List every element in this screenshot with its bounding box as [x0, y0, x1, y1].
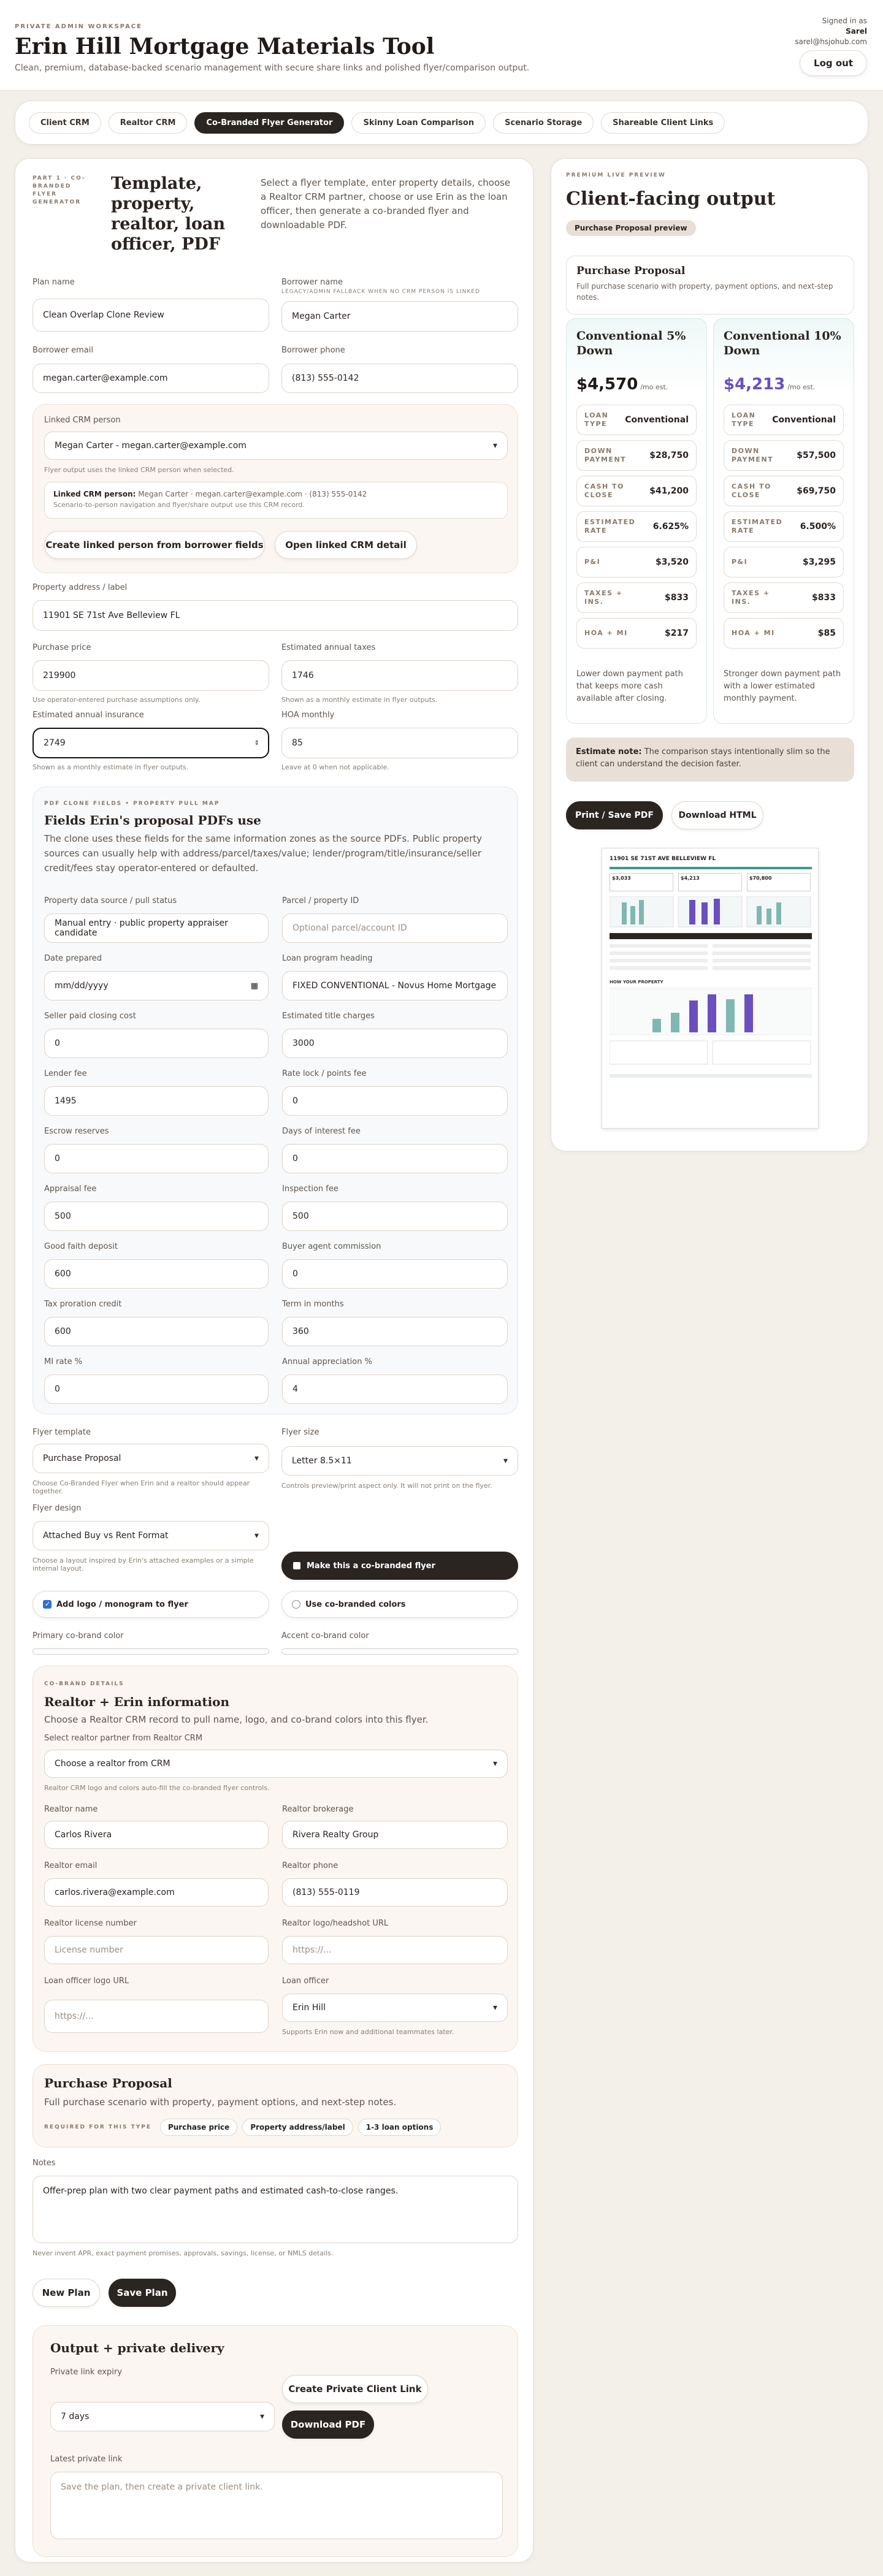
option-detail-key: CASH TO CLOSE — [732, 482, 771, 499]
option-payment-value: $4,213 — [724, 375, 786, 394]
radio-unchecked-icon — [292, 1600, 300, 1609]
option-title: Conventional 5% Down — [576, 329, 686, 357]
clone-field-input[interactable] — [44, 971, 269, 1000]
logout-button[interactable]: Log out — [800, 50, 867, 76]
clone-eyebrow: PDF CLONE FIELDS • PROPERTY PULL MAP — [44, 801, 220, 807]
clone-field-label: Days of interest fee — [282, 1127, 361, 1136]
tab-shareable-client-links[interactable]: Shareable Client Links — [601, 112, 725, 134]
option-detail-row — [724, 440, 844, 471]
intro-title: Template, property, realtor, loan officer, PDF — [111, 174, 226, 254]
hoa-hint: Leave at 0 when not applicable. — [281, 763, 389, 771]
option-note: Lower down payment path that keeps more cash available after closing. — [576, 669, 683, 703]
latest-link-label: Latest private link — [50, 2455, 123, 2464]
notes-textarea[interactable]: Offer-prep plan with two clear payment paths and estimated cash-to-close ranges. — [32, 2176, 518, 2243]
app-subtitle: Clean, premium, database-backed scenario management with secure share links and polished flyer/comparison output. — [15, 63, 530, 73]
clone-field-input[interactable]: Optional parcel/account ID — [282, 913, 508, 943]
option-detail-key: DOWN PAYMENT — [584, 447, 627, 463]
toggle-checkbox-icon — [293, 1562, 300, 1569]
property-address-label: Property address / label — [32, 583, 128, 592]
property-address-input[interactable]: 11901 SE 71st Ave Belleview FL — [32, 600, 518, 631]
pdf-clone-section — [32, 787, 518, 1414]
clone-field-input[interactable]: 0 — [44, 1144, 269, 1173]
linked-crm-box-sub: Scenario-to-person navigation and flyer/share output use this CRM record. — [53, 501, 305, 509]
realtor-phone-input[interactable]: (813) 555-0119 — [282, 1878, 508, 1907]
purchase-price-hint: Use operator-entered purchase assumptions only. — [32, 696, 201, 704]
flyer-thumbnail[interactable] — [602, 848, 819, 1129]
option-detail-value: Conventional — [625, 415, 689, 425]
proposal-description: Full purchase scenario with property, payment options, and next-step notes. — [44, 2097, 397, 2108]
option-title: Conventional 10% Down — [724, 329, 841, 357]
hoa-input[interactable]: 85 — [281, 728, 518, 758]
clone-field-input[interactable]: 0 — [44, 1374, 269, 1404]
option-detail-row — [724, 405, 844, 435]
intro-eyebrow: PART 1 · CO-BRANDED FLYER GENERATOR — [32, 175, 86, 205]
clone-field-input[interactable]: FIXED CONVENTIONAL - Novus Home Mortgage — [282, 971, 508, 1000]
thumb-stat: $3,033 — [610, 873, 673, 891]
intro-description: Select a flyer template, enter property details, choose a Realtor CRM partner, choose or use Erin as the loan officer, then generate a co-branded flyer and downloadable PDF. — [261, 177, 511, 231]
cobrand-eyebrow: CO-BRAND DETAILS — [44, 1681, 124, 1687]
thumb-graphics — [610, 896, 812, 1117]
linked-crm-section — [32, 404, 518, 573]
flyer-template-hint: Choose Co-Branded Flyer when Erin and a realtor should appear together. — [32, 1479, 250, 1495]
realtor-email-label: Realtor email — [44, 1861, 97, 1870]
realtor-brokerage-label: Realtor brokerage — [282, 1805, 354, 1814]
tab-client-crm[interactable]: Client CRM — [29, 112, 101, 134]
clone-field-label: Escrow reserves — [44, 1127, 109, 1136]
thumb-title: 11901 SE 71ST AVE BELLEVIEW FL — [610, 856, 716, 862]
annual-taxes-input[interactable]: 1746 — [281, 660, 518, 691]
linked-crm-box — [44, 482, 508, 519]
preview-title: Client-facing output — [566, 188, 776, 210]
realtor-logo-label: Realtor logo/headshot URL — [282, 1919, 389, 1928]
option-detail-value: $41,200 — [649, 486, 689, 496]
summary-description: Full purchase scenario with property, payment options, and next-step notes. — [576, 282, 833, 302]
clone-description: The clone uses these fields for the same information zones as the source PDFs. Public property sources can usually help with address/parcel/taxes/value; lender/program/title/insurance/seller credit/fees stay operator-entered or defaulted. — [44, 833, 483, 874]
option-detail-row — [576, 511, 697, 542]
hoa-label: HOA monthly — [281, 711, 335, 720]
annual-insurance-label: Estimated annual insurance — [32, 711, 144, 720]
clone-field-label: Rate lock / points fee — [282, 1069, 367, 1078]
option-detail-value: $69,750 — [797, 486, 836, 496]
clone-field-label: Lender fee — [44, 1069, 87, 1078]
linked-crm-hint: Flyer output uses the linked CRM person when selected. — [44, 466, 234, 474]
latest-link-textarea[interactable]: Save the plan, then create a private client link. — [50, 2472, 503, 2539]
annual-insurance-value: 2749 — [44, 738, 66, 748]
print-save-pdf-button[interactable]: Print / Save PDF — [566, 801, 663, 829]
linked-crm-box-title: Linked CRM person: — [53, 490, 136, 498]
option-detail-row — [724, 511, 844, 542]
option-detail-row — [724, 582, 844, 613]
option-payment-per: /mo est. — [787, 383, 816, 391]
option-detail-value: $85 — [817, 628, 836, 638]
open-linked-crm-button[interactable]: Open linked CRM detail — [275, 531, 417, 559]
option-detail-key: LOAN TYPE — [584, 411, 609, 428]
chip-purchase-price: Purchase price — [160, 2119, 237, 2136]
option-detail-row — [576, 405, 697, 435]
flyer-size-label: Flyer size — [281, 1428, 319, 1437]
plan-name-label: Plan name — [32, 278, 75, 287]
option-detail-value: $833 — [665, 593, 689, 603]
borrower-name-input[interactable]: Megan Carter — [281, 301, 518, 332]
option-detail-key: TAXES + INS. — [584, 589, 623, 606]
flyer-form-panel — [15, 158, 533, 2563]
borrower-phone-label: Borrower phone — [281, 346, 345, 355]
lo-logo-label: Loan officer logo URL — [44, 1976, 129, 1986]
cobrand-colors-label: Use co-branded colors — [305, 1599, 406, 1609]
clone-field-label: MI rate % — [44, 1357, 83, 1366]
thumb-stat: $70,800 — [747, 873, 811, 891]
option-detail-key: CASH TO CLOSE — [584, 482, 624, 499]
clone-field-label: Term in months — [282, 1300, 344, 1309]
create-linked-person-button[interactable]: Create linked person from borrower fields — [44, 531, 265, 559]
tab-flyer-generator[interactable]: Co-Branded Flyer Generator — [194, 112, 344, 134]
new-plan-button[interactable]: New Plan — [32, 2279, 100, 2307]
option-note: Stronger down payment path with a lower estimated monthly payment. — [724, 669, 841, 703]
cobrand-title: Realtor + Erin information — [44, 1694, 230, 1709]
link-expiry-label: Private link expiry — [50, 2368, 122, 2377]
option-detail-value: $57,500 — [797, 451, 836, 460]
cobrand-colors-checkbox[interactable] — [281, 1591, 518, 1618]
option-detail-key: HOA + MI — [584, 629, 628, 637]
cobranded-toggle-label: Make this a co-branded flyer — [307, 1561, 435, 1571]
tab-realtor-crm[interactable]: Realtor CRM — [109, 112, 188, 134]
clone-field-label: Tax proration credit — [44, 1300, 122, 1309]
annual-taxes-label: Estimated annual taxes — [281, 643, 376, 652]
loan-officer-select[interactable]: Erin Hill ▾ — [282, 1994, 508, 2022]
clone-field-label: Parcel / property ID — [282, 896, 359, 905]
lo-logo-input[interactable]: https://... — [44, 2000, 269, 2033]
option-detail-row — [576, 618, 697, 649]
realtor-logo-input[interactable]: https://... — [282, 1936, 508, 1964]
flyer-size-hint: Controls preview/print aspect only. It will not print on the flyer. — [281, 1482, 492, 1490]
borrower-name-label: Borrower name — [281, 278, 343, 287]
option-detail-row — [576, 547, 697, 577]
realtor-brokerage-input[interactable]: Rivera Realty Group — [282, 1821, 508, 1849]
option-detail-row — [724, 547, 844, 577]
option-detail-value: $217 — [665, 628, 689, 638]
option-detail-key: P&I — [732, 558, 748, 566]
borrower-email-label: Borrower email — [32, 346, 93, 355]
option-detail-key: ESTIMATED RATE — [584, 518, 636, 535]
chip-property-address: Property address/label — [242, 2119, 353, 2136]
tab-skinny-loan-comparison[interactable]: Skinny Loan Comparison — [351, 112, 486, 134]
option-detail-key: P&I — [584, 558, 601, 566]
flyer-template-select[interactable]: Purchase Proposal ▾ — [32, 1444, 269, 1473]
cobrand-section — [32, 1666, 518, 2052]
main-tabs — [15, 101, 868, 145]
estimate-note-label: Estimate note: — [576, 747, 642, 756]
plan-name-input[interactable]: Clean Overlap Clone Review — [32, 299, 269, 332]
delivery-title: Output + private delivery — [50, 2341, 224, 2355]
thumb-stat: $4,213 — [678, 873, 742, 891]
clone-field-input[interactable]: 4 — [282, 1374, 508, 1404]
clone-field-input[interactable]: 0 — [44, 1029, 269, 1058]
purchase-price-label: Purchase price — [32, 643, 91, 652]
option-detail-key: ESTIMATED RATE — [732, 518, 783, 535]
accent-color-picker[interactable] — [281, 1648, 518, 1655]
chip-loan-options: 1-3 loan options — [358, 2119, 442, 2136]
clone-field-label: Date prepared — [44, 954, 102, 963]
flyer-design-label: Flyer design — [32, 1504, 82, 1513]
clone-field-input[interactable]: 1495 — [44, 1086, 269, 1116]
date-value: mm/dd/yyyy — [55, 981, 109, 991]
stepper-icon[interactable]: ⇕ — [254, 739, 259, 747]
clone-field-label: Good faith deposit — [44, 1242, 118, 1251]
loan-option-card — [713, 318, 854, 724]
borrower-name-hint: LEGACY/ADMIN FALLBACK WHEN NO CRM PERSON IS LINKED — [281, 289, 480, 295]
option-detail-value: $28,750 — [649, 451, 689, 460]
thumb-section-label: HOW YOUR PROPERTY — [610, 980, 663, 985]
option-detail-row — [576, 476, 697, 506]
preview-badge: Purchase Proposal preview — [566, 220, 696, 236]
clone-field-input[interactable]: 500 — [282, 1202, 508, 1231]
option-detail-key: HOA + MI — [732, 629, 775, 637]
option-detail-key: LOAN TYPE — [732, 411, 756, 428]
option-detail-value: $3,295 — [802, 557, 836, 567]
option-detail-value: Conventional — [772, 415, 836, 425]
proposal-title: Purchase Proposal — [44, 2076, 172, 2090]
clone-field-input[interactable]: 0 — [282, 1259, 508, 1289]
estimate-note-text: The comparison stays intentionally slim so the client can understand the decision faster. — [576, 747, 830, 769]
clone-title: Fields Erin's proposal PDFs use — [44, 813, 261, 828]
realtor-license-label: Realtor license number — [44, 1919, 137, 1928]
realtor-email-input[interactable]: carlos.rivera@example.com — [44, 1878, 269, 1907]
add-logo-checkbox[interactable] — [32, 1591, 269, 1618]
option-detail-row — [576, 440, 697, 471]
workspace-eyebrow: PRIVATE ADMIN WORKSPACE — [15, 23, 142, 30]
checkbox-checked-icon — [43, 1600, 52, 1609]
notes-label: Notes — [32, 2159, 56, 2168]
flyer-size-select[interactable]: Letter 8.5×11 ▾ — [281, 1446, 518, 1476]
purchase-price-input[interactable]: 219900 — [32, 660, 269, 691]
preview-panel — [551, 158, 868, 1151]
option-payment — [724, 375, 815, 394]
loan-officer-label: Loan officer — [282, 1976, 329, 1986]
linked-crm-box-value: Megan Carter · megan.carter@example.com · (813) 555-0142 — [138, 490, 367, 498]
clone-field-input[interactable]: 600 — [44, 1259, 269, 1289]
required-chips — [44, 2119, 446, 2136]
realtor-select[interactable]: Choose a realtor from CRM ▾ — [44, 1750, 508, 1778]
clone-field-label: Appraisal fee — [44, 1184, 97, 1194]
clone-field-label: Estimated title charges — [282, 1012, 375, 1021]
user-name: Sarel — [846, 27, 867, 36]
option-detail-row — [724, 476, 844, 506]
cobrand-description: Choose a Realtor CRM record to pull name, logo, and co-brand colors into this flyer. — [44, 1714, 429, 1725]
option-detail-row — [724, 618, 844, 649]
option-payment — [576, 375, 668, 394]
realtor-phone-label: Realtor phone — [282, 1861, 338, 1870]
clone-field-label: Annual appreciation % — [282, 1357, 372, 1366]
save-plan-button[interactable]: Save Plan — [109, 2279, 176, 2307]
create-private-link-button[interactable]: Create Private Client Link — [282, 2375, 428, 2403]
notes-hint: Never invent APR, exact payment promises, approvals, savings, license, or NMLS details. — [32, 2249, 334, 2257]
clone-field-input[interactable]: 360 — [282, 1317, 508, 1346]
clone-field-input[interactable]: Manual entry · public property appraiser candidate — [44, 913, 269, 943]
clone-field-label: Seller paid closing cost — [44, 1012, 136, 1021]
link-expiry-select[interactable]: 7 days ▾ — [50, 2402, 275, 2431]
thumb-bar-top — [610, 867, 812, 869]
annual-insurance-input[interactable] — [32, 728, 269, 758]
thumb-stats — [610, 873, 811, 891]
summary-title: Purchase Proposal — [576, 265, 686, 277]
signed-in-info — [795, 16, 867, 47]
signed-in-label: Signed in as — [822, 17, 867, 25]
borrower-email-input[interactable]: megan.carter@example.com — [32, 364, 269, 393]
flyer-design-hint: Choose a layout inspired by Erin's attached examples or a simple internal layout. — [32, 1557, 254, 1572]
primary-color-label: Primary co-brand color — [32, 1631, 124, 1640]
estimate-note — [566, 737, 854, 782]
clone-field-input[interactable]: 600 — [44, 1317, 269, 1346]
option-payment-value: $4,570 — [576, 375, 638, 394]
option-detail-value: 6.500% — [800, 522, 836, 532]
preview-eyebrow: PREMIUM LIVE PREVIEW — [566, 172, 666, 178]
add-logo-label: Add logo / monogram to flyer — [56, 1599, 188, 1609]
app-title: Erin Hill Mortgage Materials Tool — [15, 34, 435, 59]
realtor-select-label: Select realtor partner from Realtor CRM — [44, 1734, 203, 1743]
cobranded-toggle-button[interactable] — [281, 1552, 518, 1580]
option-detail-row — [576, 582, 697, 613]
loan-officer-hint: Supports Erin now and additional teammates later. — [282, 2028, 454, 2036]
annual-taxes-hint: Shown as a monthly estimate in flyer outputs. — [281, 696, 438, 704]
realtor-select-hint: Realtor CRM logo and colors auto-fill the co-branded flyer controls. — [44, 1784, 270, 1792]
option-detail-key: TAXES + INS. — [732, 589, 770, 606]
required-label: REQUIRED FOR THIS TYPE — [44, 2124, 151, 2130]
proposal-summary — [32, 2064, 518, 2147]
option-detail-value: 6.625% — [652, 522, 689, 532]
top-bar — [0, 0, 883, 91]
realtor-name-label: Realtor name — [44, 1805, 98, 1814]
primary-color-picker[interactable] — [32, 1648, 269, 1655]
option-payment-per: /mo est. — [640, 383, 668, 391]
flyer-template-label: Flyer template — [32, 1428, 91, 1437]
clone-field-input[interactable]: 500 — [44, 1202, 269, 1231]
borrower-phone-input[interactable]: (813) 555-0142 — [281, 364, 518, 393]
clone-field-input[interactable]: 0 — [282, 1144, 508, 1173]
clone-field-label: Loan program heading — [282, 954, 373, 963]
calendar-icon[interactable]: ▦ — [250, 981, 258, 991]
option-detail-key: DOWN PAYMENT — [732, 447, 774, 463]
clone-field-label: Buyer agent commission — [282, 1242, 381, 1251]
clone-field-label: Property data source / pull status — [44, 896, 177, 905]
loan-option-card — [566, 318, 707, 724]
linked-crm-select[interactable]: Megan Carter - megan.carter@example.com ▾ — [44, 432, 508, 460]
clone-field-input[interactable]: 0 — [282, 1086, 508, 1116]
download-html-button[interactable]: Download HTML — [671, 801, 763, 829]
option-detail-value: $3,520 — [655, 557, 689, 567]
linked-crm-label: Linked CRM person — [44, 416, 121, 425]
preview-summary-card — [566, 256, 854, 314]
clone-field-label: Inspection fee — [282, 1184, 338, 1194]
tab-scenario-storage[interactable]: Scenario Storage — [493, 112, 594, 134]
annual-insurance-hint: Shown as a monthly estimate in flyer outputs. — [32, 763, 189, 771]
realtor-name-input[interactable]: Carlos Rivera — [44, 1821, 269, 1849]
delivery-section — [32, 2325, 518, 2557]
option-detail-value: $833 — [812, 593, 836, 603]
user-email: sarel@hsjohub.com — [795, 37, 867, 46]
realtor-license-input[interactable]: License number — [44, 1936, 269, 1964]
flyer-design-select[interactable]: Attached Buy vs Rent Format ▾ — [32, 1521, 269, 1550]
clone-field-input[interactable]: 3000 — [282, 1029, 508, 1058]
download-pdf-button[interactable]: Download PDF — [282, 2410, 374, 2439]
accent-color-label: Accent co-brand color — [281, 1631, 369, 1640]
